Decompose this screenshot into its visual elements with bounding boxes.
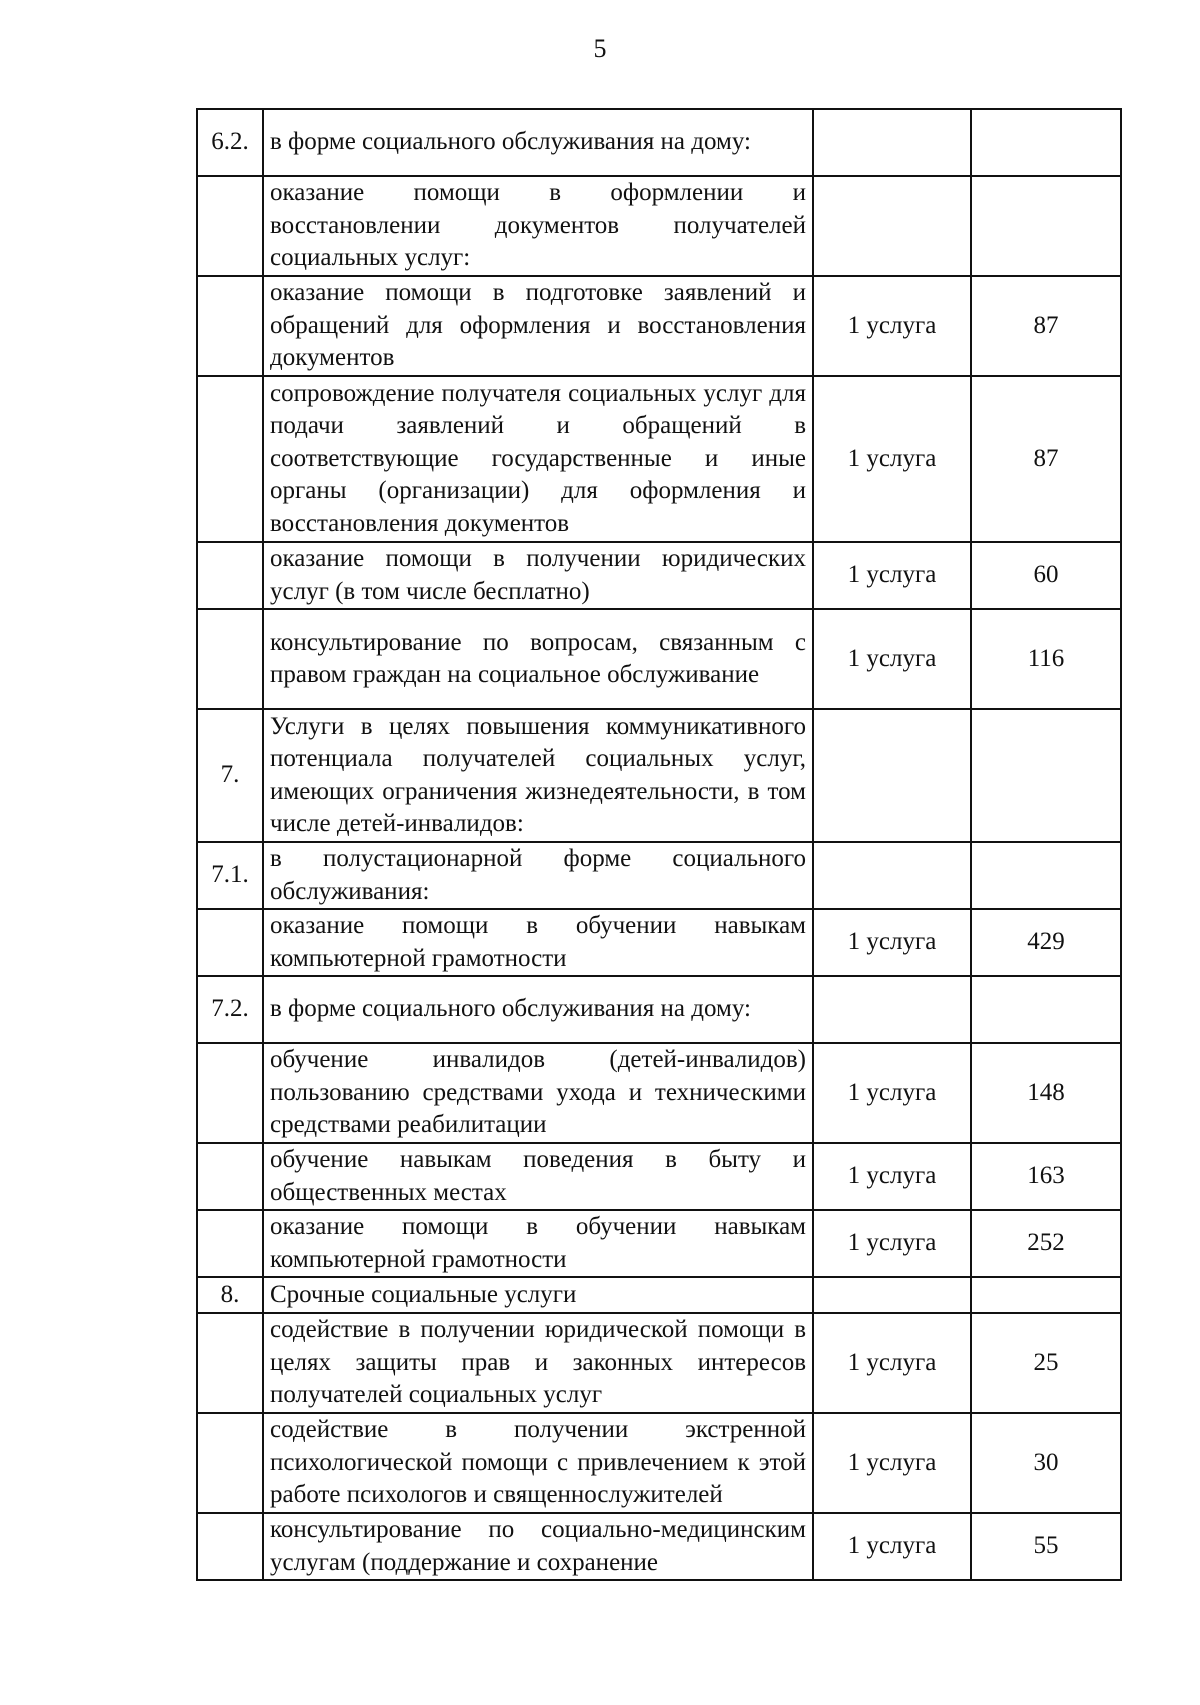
row-number	[197, 542, 263, 609]
service-description: оказание помощи в получении юридических услуг (в том числе бесплатно)	[263, 542, 813, 609]
value-cell: 60	[971, 542, 1121, 609]
service-description: содействие в получении экстренной психологической помощи с привлечением к этой работе психологов и священнослужителей	[263, 1413, 813, 1513]
table-row	[197, 1277, 1121, 1313]
page-number: 5	[593, 34, 607, 63]
row-number	[197, 1043, 263, 1143]
unit-cell: 1 услуга	[813, 909, 971, 976]
unit-cell: 1 услуга	[813, 1043, 971, 1143]
row-number	[197, 1143, 263, 1210]
unit-cell	[813, 709, 971, 842]
value-cell: 116	[971, 609, 1121, 709]
table-row	[197, 1210, 1121, 1277]
value-cell	[971, 176, 1121, 276]
row-number	[197, 1513, 263, 1580]
service-description: оказание помощи в подготовке заявлений и обращений для оформления и восстановления документов	[263, 276, 813, 376]
table-row	[197, 1413, 1121, 1513]
row-number	[197, 1210, 263, 1277]
service-description: консультирование по вопросам, связанным с правом граждан на социальное обслуживание	[263, 609, 813, 709]
value-cell	[971, 709, 1121, 842]
row-number	[197, 1413, 263, 1513]
unit-cell	[813, 976, 971, 1043]
table-row	[197, 709, 1121, 842]
service-description: оказание помощи в обучении навыкам компьютерной грамотности	[263, 1210, 813, 1277]
unit-cell	[813, 109, 971, 176]
unit-cell	[813, 176, 971, 276]
value-cell: 429	[971, 909, 1121, 976]
table-row	[197, 1513, 1121, 1580]
table-row	[197, 842, 1121, 909]
service-description: в форме социального обслуживания на дому:	[263, 976, 813, 1043]
value-cell	[971, 109, 1121, 176]
unit-cell: 1 услуга	[813, 276, 971, 376]
table-row	[197, 176, 1121, 276]
service-description: Услуги в целях повышения коммуникативного потенциала получателей социальных услуг, имеющих ограничения жизнедеятельности, в том числе детей-инвалидов:	[263, 709, 813, 842]
unit-cell: 1 услуга	[813, 1143, 971, 1210]
value-cell: 163	[971, 1143, 1121, 1210]
table-row	[197, 542, 1121, 609]
row-number	[197, 609, 263, 709]
row-number: 7.	[197, 709, 263, 842]
table-row	[197, 609, 1121, 709]
unit-cell	[813, 1277, 971, 1313]
row-number: 7.1.	[197, 842, 263, 909]
row-number	[197, 176, 263, 276]
row-number	[197, 909, 263, 976]
row-number: 6.2.	[197, 109, 263, 176]
table-row	[197, 1313, 1121, 1413]
table-row	[197, 1143, 1121, 1210]
unit-cell: 1 услуга	[813, 1513, 971, 1580]
unit-cell: 1 услуга	[813, 1313, 971, 1413]
service-description: обучение инвалидов (детей-инвалидов) пользованию средствами ухода и техническими средствами реабилитации	[263, 1043, 813, 1143]
row-number: 8.	[197, 1277, 263, 1313]
value-cell: 87	[971, 376, 1121, 542]
service-description: обучение навыкам поведения в быту и общественных местах	[263, 1143, 813, 1210]
value-cell: 55	[971, 1513, 1121, 1580]
table-row	[197, 376, 1121, 542]
service-description: в полустационарной форме социального обслуживания:	[263, 842, 813, 909]
unit-cell: 1 услуга	[813, 609, 971, 709]
table-row	[197, 276, 1121, 376]
service-description: оказание помощи в обучении навыкам компьютерной грамотности	[263, 909, 813, 976]
unit-cell: 1 услуга	[813, 1413, 971, 1513]
service-description: сопровождение получателя социальных услуг для подачи заявлений и обращений в соответствующие государственные и иные органы (организации) для оформления и восстановления документов	[263, 376, 813, 542]
unit-cell	[813, 842, 971, 909]
service-description: Срочные социальные услуги	[263, 1277, 813, 1313]
value-cell	[971, 1277, 1121, 1313]
unit-cell: 1 услуга	[813, 1210, 971, 1277]
service-description: содействие в получении юридической помощи в целях защиты прав и законных интересов получателей социальных услуг	[263, 1313, 813, 1413]
table-row	[197, 976, 1121, 1043]
value-cell: 148	[971, 1043, 1121, 1143]
row-number	[197, 276, 263, 376]
unit-cell: 1 услуга	[813, 376, 971, 542]
row-number	[197, 1313, 263, 1413]
row-number	[197, 376, 263, 542]
row-number: 7.2.	[197, 976, 263, 1043]
unit-cell: 1 услуга	[813, 542, 971, 609]
table-row	[197, 1043, 1121, 1143]
services-table	[196, 108, 1122, 1581]
table-row	[197, 109, 1121, 176]
value-cell: 252	[971, 1210, 1121, 1277]
service-description: в форме социального обслуживания на дому:	[263, 109, 813, 176]
value-cell	[971, 976, 1121, 1043]
table-row	[197, 909, 1121, 976]
service-description: оказание помощи в оформлении и восстановлении документов получателей социальных услуг:	[263, 176, 813, 276]
service-description: консультирование по социально-медицинским услугам (поддержание и сохранение	[263, 1513, 813, 1580]
value-cell: 30	[971, 1413, 1121, 1513]
value-cell	[971, 842, 1121, 909]
value-cell: 25	[971, 1313, 1121, 1413]
value-cell: 87	[971, 276, 1121, 376]
